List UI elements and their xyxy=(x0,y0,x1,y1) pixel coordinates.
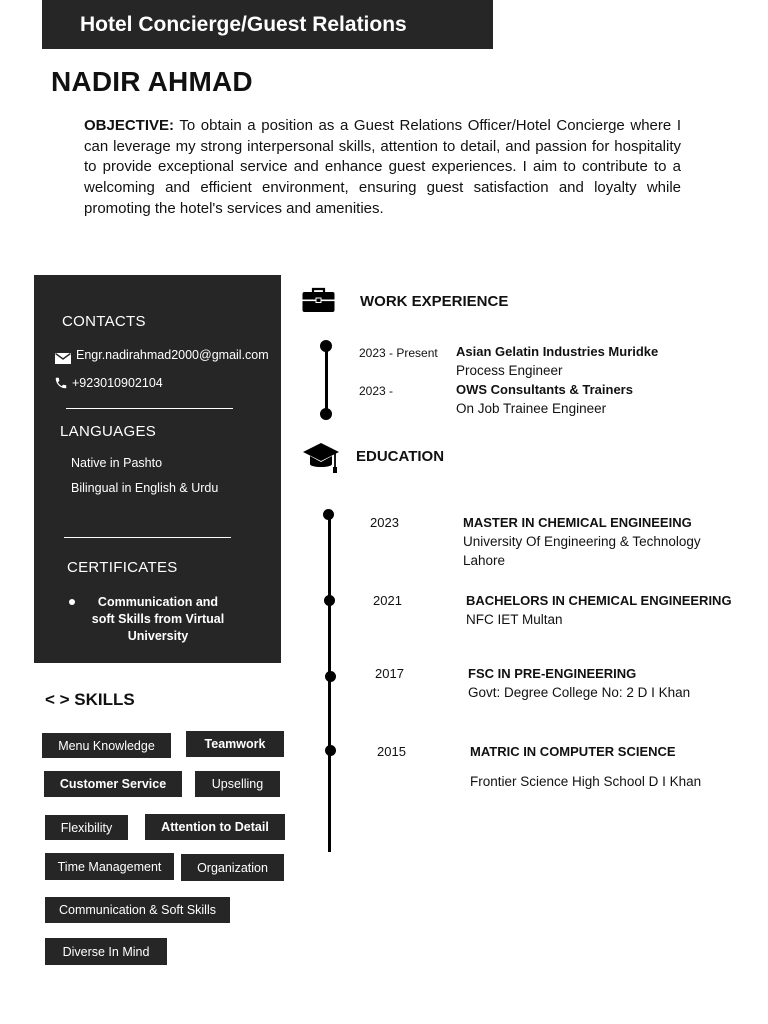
skill-chip: Upselling xyxy=(195,771,280,797)
education-school: NFC IET Multan xyxy=(466,612,563,627)
skill-chip: Teamwork xyxy=(186,731,284,757)
education-year: 2015 xyxy=(377,744,406,759)
education-school: Frontier Science High School D I Khan xyxy=(470,774,702,789)
work-period: 2023 - Present xyxy=(359,346,438,360)
certificate-item: Communication and soft Skills from Virtual University xyxy=(91,595,225,643)
skill-chip: Communication & Soft Skills xyxy=(45,897,230,923)
skill-chip: Organization xyxy=(181,854,284,881)
timeline-dot xyxy=(320,408,332,420)
timeline-dot xyxy=(323,509,334,520)
phone-icon xyxy=(54,376,68,395)
contact-phone[interactable]: +923010902104 xyxy=(72,376,163,390)
skill-chip: Diverse In Mind xyxy=(45,938,167,965)
resume-title-bar xyxy=(42,0,493,49)
education-school: University Of Engineering & Technology Lahore xyxy=(463,534,701,568)
timeline-dot xyxy=(324,595,335,606)
skill-chip: Customer Service xyxy=(44,771,182,797)
work-company: Asian Gelatin Industries Muridke xyxy=(456,344,659,359)
work-experience-heading: WORK EXPERIENCE xyxy=(360,293,509,310)
education-degree: FSC IN PRE-ENGINEERING xyxy=(468,666,637,681)
work-timeline-line xyxy=(325,347,328,414)
language-item: Native in Pashto xyxy=(71,456,163,470)
work-period: 2023 - xyxy=(359,384,394,398)
education-year: 2021 xyxy=(373,593,402,608)
briefcase-icon xyxy=(302,287,335,318)
certificates-heading: CERTIFICATES xyxy=(67,559,178,576)
timeline-dot xyxy=(320,340,332,352)
skills-heading: < > SKILLS xyxy=(45,690,135,709)
skill-chip: Menu Knowledge xyxy=(42,733,171,758)
education-degree: MASTER IN CHEMICAL ENGINEEING xyxy=(463,515,692,530)
skill-chip: Attention to Detail xyxy=(145,814,285,840)
education-year: 2023 xyxy=(370,515,399,530)
objective-text: To obtain a position as a Guest Relations Officer/Hotel Concierge where I can leverage my strong interpersonal skills, attention to detail, and passion for hospitality to provide exceptional service and enhance guest experiences. I aim to contribute to a welcoming and efficient environment, ensuring guest satisfaction and loyalty while promoting the hotel's services and amenities. xyxy=(84,117,681,217)
education-degree: MATRIC IN COMPUTER SCIENCE xyxy=(470,744,676,759)
work-role: Process Engineer xyxy=(456,363,563,378)
objective-label: OBJECTIVE: xyxy=(84,117,175,134)
timeline-dot xyxy=(325,745,336,756)
resume-title: Hotel Concierge/Guest Relations xyxy=(80,12,407,36)
skill-chip: Flexibility xyxy=(45,815,128,840)
mail-icon xyxy=(55,351,71,369)
bullet-icon xyxy=(69,599,75,605)
contacts-heading: CONTACTS xyxy=(62,313,146,330)
timeline-dot xyxy=(325,671,336,682)
sidebar-divider xyxy=(66,408,233,409)
contact-email[interactable]: Engr.nadirahmad2000@gmail.com xyxy=(76,348,269,362)
language-item: Bilingual in English & Urdu xyxy=(71,481,219,495)
languages-heading: LANGUAGES xyxy=(60,423,157,440)
work-company: OWS Consultants & Trainers xyxy=(456,382,633,397)
graduation-cap-icon xyxy=(302,441,340,480)
objective-paragraph xyxy=(84,116,681,220)
sidebar-panel xyxy=(34,275,281,663)
sidebar-divider xyxy=(64,537,231,538)
work-role: On Job Trainee Engineer xyxy=(456,401,607,416)
education-school: Govt: Degree College No: 2 D I Khan xyxy=(468,685,691,700)
education-degree: BACHELORS IN CHEMICAL ENGINEERING xyxy=(466,593,732,608)
candidate-name: NADIR AHMAD xyxy=(51,66,253,97)
education-year: 2017 xyxy=(375,666,404,681)
education-heading: EDUCATION xyxy=(356,448,445,465)
education-timeline-line xyxy=(328,515,331,852)
skill-chip: Time Management xyxy=(45,853,174,880)
